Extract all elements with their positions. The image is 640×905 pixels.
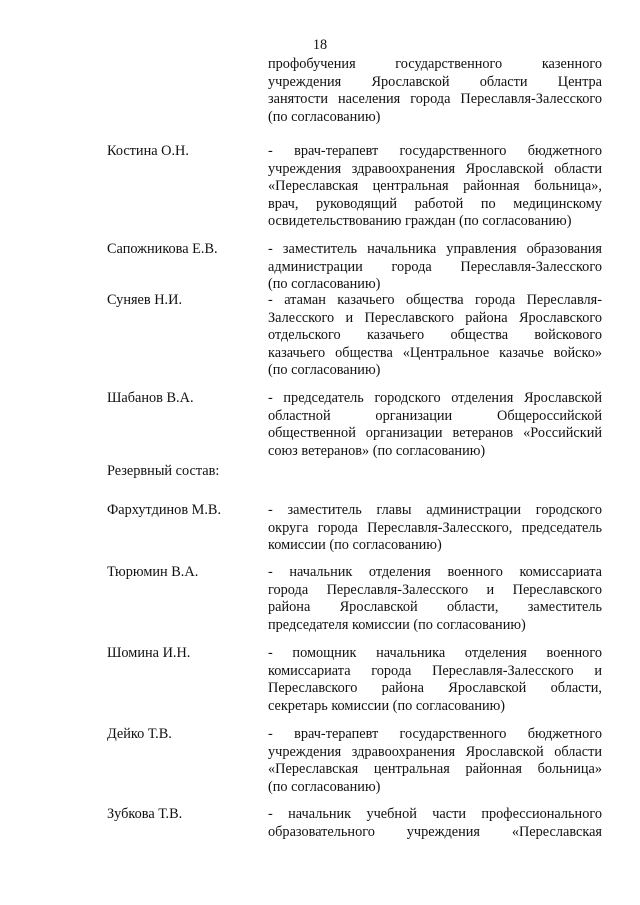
text-line: профобучения государственного казенного bbox=[268, 56, 602, 72]
text-line: занятости населения города Переславля-Залесского bbox=[268, 91, 602, 108]
text-line: (по согласованию) bbox=[268, 362, 381, 379]
member-description bbox=[268, 390, 602, 460]
reserve-member-name: Шомина И.Н. bbox=[107, 645, 191, 661]
text-line: - врач-терапевт государственного бюджетного bbox=[268, 726, 602, 742]
reserve-member-description bbox=[268, 502, 602, 555]
reserve-member-description bbox=[268, 645, 602, 715]
text-line: - начальник отделения военного комиссариата bbox=[268, 564, 602, 580]
text-line: освидетельствованию граждан (по согласованию) bbox=[268, 213, 572, 230]
text-line: города Переславля-Залесского и Переславского bbox=[268, 581, 602, 598]
text-line: администрации города Переславля-Залесского bbox=[268, 258, 602, 275]
text-line: отдельского казачьего общества войскового bbox=[268, 327, 602, 344]
text-line: (по согласованию) bbox=[268, 778, 381, 795]
text-line: учреждения Ярославской области Центра bbox=[268, 73, 602, 90]
reserve-member-name: Дейко Т.В. bbox=[107, 726, 172, 742]
member-description bbox=[268, 241, 602, 294]
text-line: комиссии (по согласованию) bbox=[268, 537, 442, 554]
text-line: - помощник начальника отделения военного bbox=[268, 645, 602, 661]
text-line: «Переславская центральная районная больница» bbox=[268, 761, 602, 778]
text-line: - атаман казачьего общества города Переславля- bbox=[268, 292, 602, 308]
text-line: секретарь комиссии (по согласованию) bbox=[268, 697, 506, 714]
text-line: образовательного учреждения «Переславская bbox=[268, 823, 602, 840]
text-line: союз ветеранов» (по согласованию) bbox=[268, 442, 486, 459]
text-line: учреждения здравоохранения Ярославской области bbox=[268, 160, 602, 177]
text-line: (по согласованию) bbox=[268, 108, 381, 125]
text-line: Переславского района Ярославской области, bbox=[268, 680, 602, 697]
member-description bbox=[268, 143, 602, 231]
member-name: Шабанов В.А. bbox=[107, 390, 194, 406]
text-line: председателя комиссии (по согласованию) bbox=[268, 616, 526, 633]
text-line: района Ярославской области, заместитель bbox=[268, 599, 602, 616]
text-line: - заместитель начальника управления образования bbox=[268, 241, 602, 257]
text-line: врач, руководящий работой по медицинскому bbox=[268, 195, 602, 212]
continuation-text bbox=[268, 56, 602, 126]
member-name: Сапожникова Е.В. bbox=[107, 241, 218, 257]
text-line: областной организации Общероссийской bbox=[268, 407, 602, 424]
reserve-member-name: Тюрюмин В.А. bbox=[107, 564, 199, 580]
text-line: - врач-терапевт государственного бюджетного bbox=[268, 143, 602, 159]
reserve-member-name: Зубкова Т.В. bbox=[107, 806, 183, 822]
text-line: - заместитель главы администрации городского bbox=[268, 502, 602, 518]
reserve-member-name: Фархутдинов М.В. bbox=[107, 502, 222, 518]
text-line: - начальник учебной части профессионального bbox=[268, 806, 602, 822]
reserve-member-description bbox=[268, 806, 602, 841]
member-description bbox=[268, 292, 602, 380]
reserve-section-label: Резервный состав: bbox=[107, 463, 220, 479]
text-line: округа города Переславля-Залесского, председатель bbox=[268, 519, 602, 536]
text-line: комиссариата города Переславля-Залесского и bbox=[268, 662, 602, 679]
member-name: Костина О.Н. bbox=[107, 143, 189, 159]
reserve-member-description bbox=[268, 564, 602, 634]
text-line: «Переславская центральная районная больница», bbox=[268, 178, 602, 195]
page-number: 18 bbox=[312, 37, 328, 53]
reserve-member-description bbox=[268, 726, 602, 796]
text-line: казачьего общества «Центральное казачье войско» bbox=[268, 344, 602, 361]
text-line: общественной организации ветеранов «Российский bbox=[268, 425, 602, 442]
text-line: - председатель городского отделения Ярославской bbox=[268, 390, 602, 406]
member-name: Суняев Н.И. bbox=[107, 292, 183, 308]
text-line: Залесского и Переславского района Ярославского bbox=[268, 309, 602, 326]
text-line: (по согласованию) bbox=[268, 276, 381, 293]
text-line: учреждения здравоохранения Ярославской области bbox=[268, 743, 602, 760]
